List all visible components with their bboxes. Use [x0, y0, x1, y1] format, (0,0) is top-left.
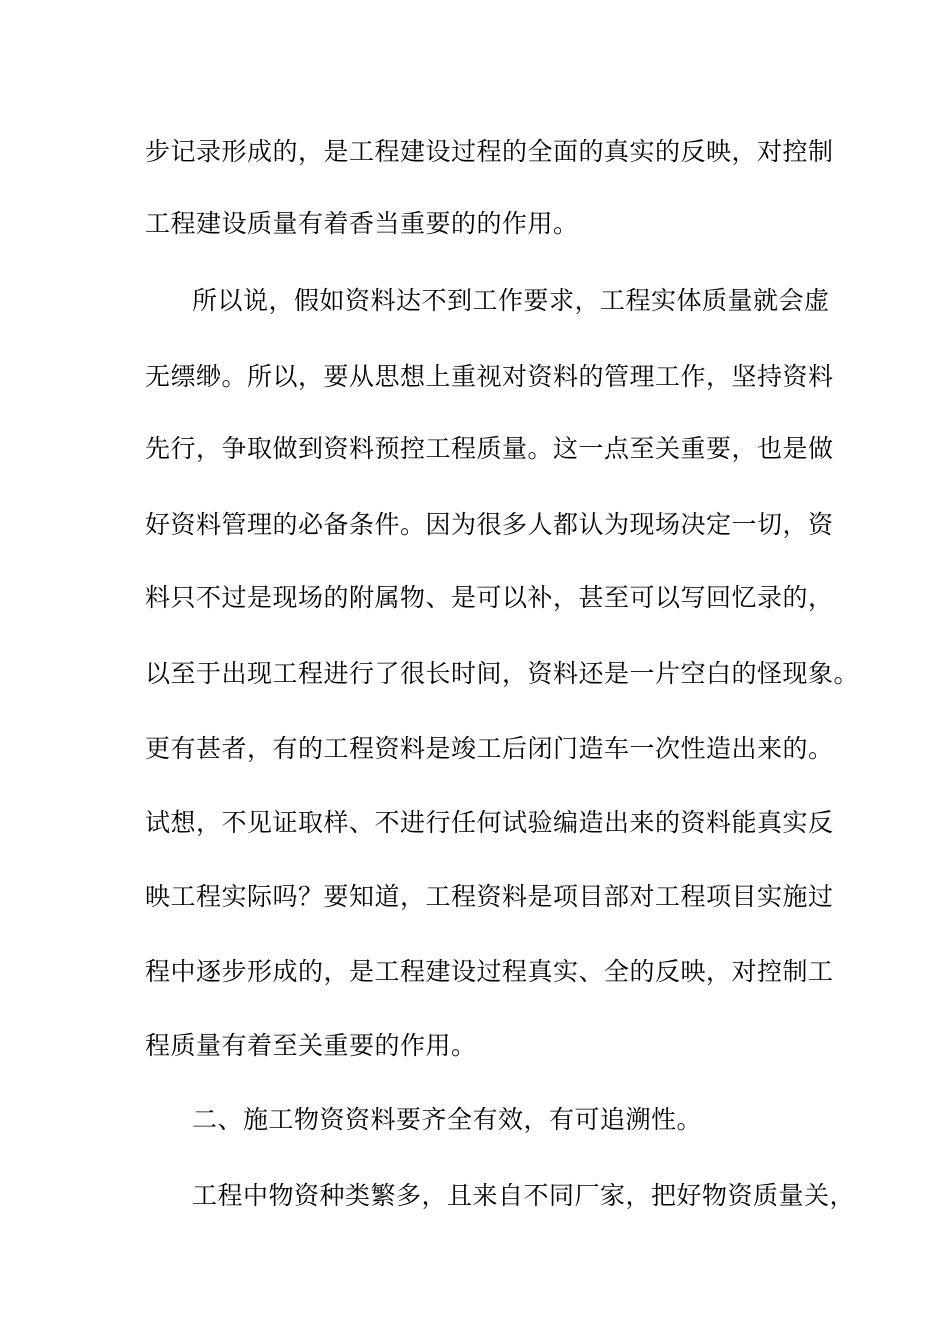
text-line-5: 先行，争取做到资料预控工程质量。这一点至关重要，也是做 [145, 434, 834, 463]
text-line-10: 试想，不见证取样、不进行任何试验编造出来的资料能真实反 [145, 808, 834, 837]
text-line-3: 所以说，假如资料达不到工作要求，工程实体质量就会虚 [192, 286, 830, 315]
text-line-8: 以至于出现工程进行了很长时间，资料还是一片空白的怪现象。 [145, 659, 860, 688]
text-line-11: 映工程实际吗？要知道，工程资料是项目部对工程项目实施过 [145, 882, 834, 911]
text-line-14: 二、施工物资资料要齐全有效，有可追溯性。 [192, 1105, 703, 1134]
text-line-4: 无缥缈。所以，要从思想上重视对资料的管理工作，坚持资料 [145, 362, 834, 391]
text-line-15: 工程中物资种类繁多，且来自不同厂家，把好物资质量关， [192, 1181, 856, 1210]
text-line-1: 步记录形成的，是工程建设过程的全面的真实的反映，对控制 [145, 137, 834, 166]
text-line-6: 好资料管理的必备条件。因为很多人都认为现场决定一切，资 [145, 510, 834, 539]
text-line-7: 料只不过是现场的附属物、是可以补，甚至可以写回忆录的， [145, 583, 834, 612]
text-line-12: 程中逐步形成的，是工程建设过程真实、全的反映，对控制工 [145, 957, 834, 986]
text-line-2: 工程建设质量有着香当重要的的作用。 [145, 209, 579, 238]
text-line-13: 程质量有着至关重要的作用。 [145, 1031, 477, 1060]
text-line-9: 更有甚者，有的工程资料是竣工后闭门造车一次性造出来的。 [145, 734, 834, 763]
